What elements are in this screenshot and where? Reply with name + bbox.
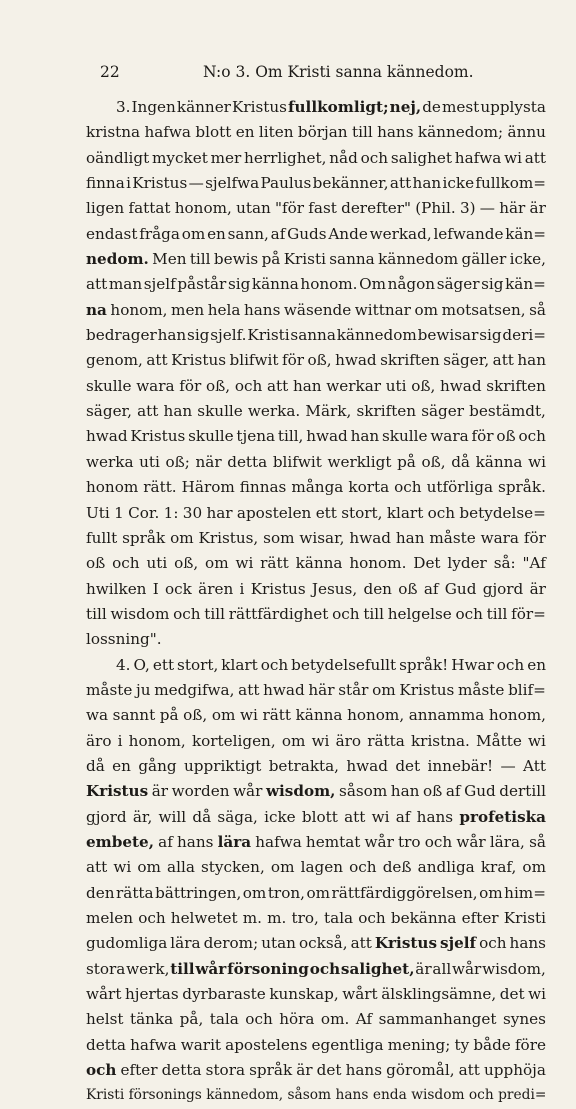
page-header [78,63,498,85]
text-line: säger, att han skulle werka. Märk, skriften säger bestämdt, [86,402,546,421]
text-line: hwilken I ock ären i Kristus Jesus, den oß af Gud gjord är [86,579,546,598]
text-line: wa sannt på oß, om wi rätt känna honom, annamma honom, [86,706,546,725]
text-line: stora werk, till wår försoning och salighet, är all wår wisdom, [86,959,546,978]
text-line: Kristus är worden wår wisdom, såsom han oß af Gud dertill [86,782,546,801]
text-line: werka uti oß; när detta blifwit werkligt på oß, då känna wi [86,452,546,471]
text-line: då en gång uppriktigt betrakta, hwad det innebär! — Att [86,756,546,775]
text-line: oß och uti oß, om wi rätt känna honom. Det lyder så: "Af [86,554,546,573]
text-line: gudomliga lära derom; utan också, att Kristus sjelf och hans [86,934,546,953]
text-line: na honom, men hela hans wäsende wittnar om motsatsen, så [86,300,546,319]
text-line: skulle wara för oß, och att han werkar uti oß, hwad skriften [86,376,546,395]
text-line: och efter detta stora språk är det hans göromål, att upphöja [86,1061,546,1080]
text-line: detta hafwa warit apostelens egentliga mening; ty både före [86,1035,546,1054]
text-line: 3. Ingen känner Kristus fullkomligt; nej, de mest upplysta [116,98,546,116]
text-line: måste ju medgifwa, att hwad här står om Kristus måste blif= [86,680,546,699]
text-line: hwad Kristus skulle tjena till, hwad han skulle wara för oß och [86,427,546,446]
running-title: N:o 3. Om Kristi sanna kännedom. [203,63,474,81]
text-line: wårt hjertas dyrbaraste kunskap, wårt älsklingsämne, det wi [86,985,546,1004]
text-line: honom rätt. Härom finnas många korta och utförliga språk. [86,478,546,497]
page-number: 22 [100,63,120,81]
text-line: Uti 1 Cor. 1: 30 har apostelen ett stort, klart och betydelse= [86,503,546,522]
text-line: lossning". [86,630,162,649]
text-line: Kristi försonings kännedom, såsom hans enda wisdom och predi= [86,1087,547,1104]
text-line: 4. O, ett stort, klart och betydelsefullt språk! Hwar och en [116,655,546,674]
text-line: helst tänka på, tala och höra om. Af sammanhanget synes [86,1010,546,1029]
text-line: gjord är, will då säga, icke blott att wi af hans profetiska [86,807,546,826]
text-line: till wisdom och till rättfärdighet och till helgelse och till för= [86,604,546,623]
text-line: genom, att Kristus blifwit för oß, hwad skriften säger, att han [86,351,546,370]
text-line: fullt språk om Kristus, som wisar, hwad han måste wara för [86,528,546,547]
text-line: bedrager han sig sjelf. Kristi sanna kännedom bewisar sig deri= [86,326,546,345]
text-line: kristna hafwa blott en liten början till hans kännedom; ännu [86,123,546,142]
text-line: finna i Kristus — sjelfwa Paulus bekänner, att han icke fullkom= [86,174,546,193]
text-line: att wi om alla stycken, om lagen och deß andliga kraf, om [86,858,546,877]
text-line: äro i honom, korteligen, om wi äro rätta kristna. Måtte wi [86,731,546,750]
text-line: embete, af hans lära hafwa hemtat wår tro och wår lära, så [86,832,546,851]
text-line: ligen fattat honom, utan "för fast derefter" (Phil. 3) — här är [86,199,546,218]
text-line: melen och helwetet m. m. tro, tala och bekänna efter Kristi [86,909,546,927]
text-line: endast fråga om en sann, af Guds Ande werkad, lefwande kän= [86,224,546,243]
text-line: oändligt mycket mer herrlighet, nåd och salighet hafwa wi att [86,148,546,167]
text-line: den rätta bättringen, om tron, om rättfärdiggörelsen, om him= [86,883,546,902]
text-line: att man sjelf påstår sig känna honom. Om någon säger sig kän= [86,275,546,294]
text-line: nedom. Men till bewis på Kristi sanna kännedom gäller icke, [86,250,546,269]
body-text [86,95,546,1109]
